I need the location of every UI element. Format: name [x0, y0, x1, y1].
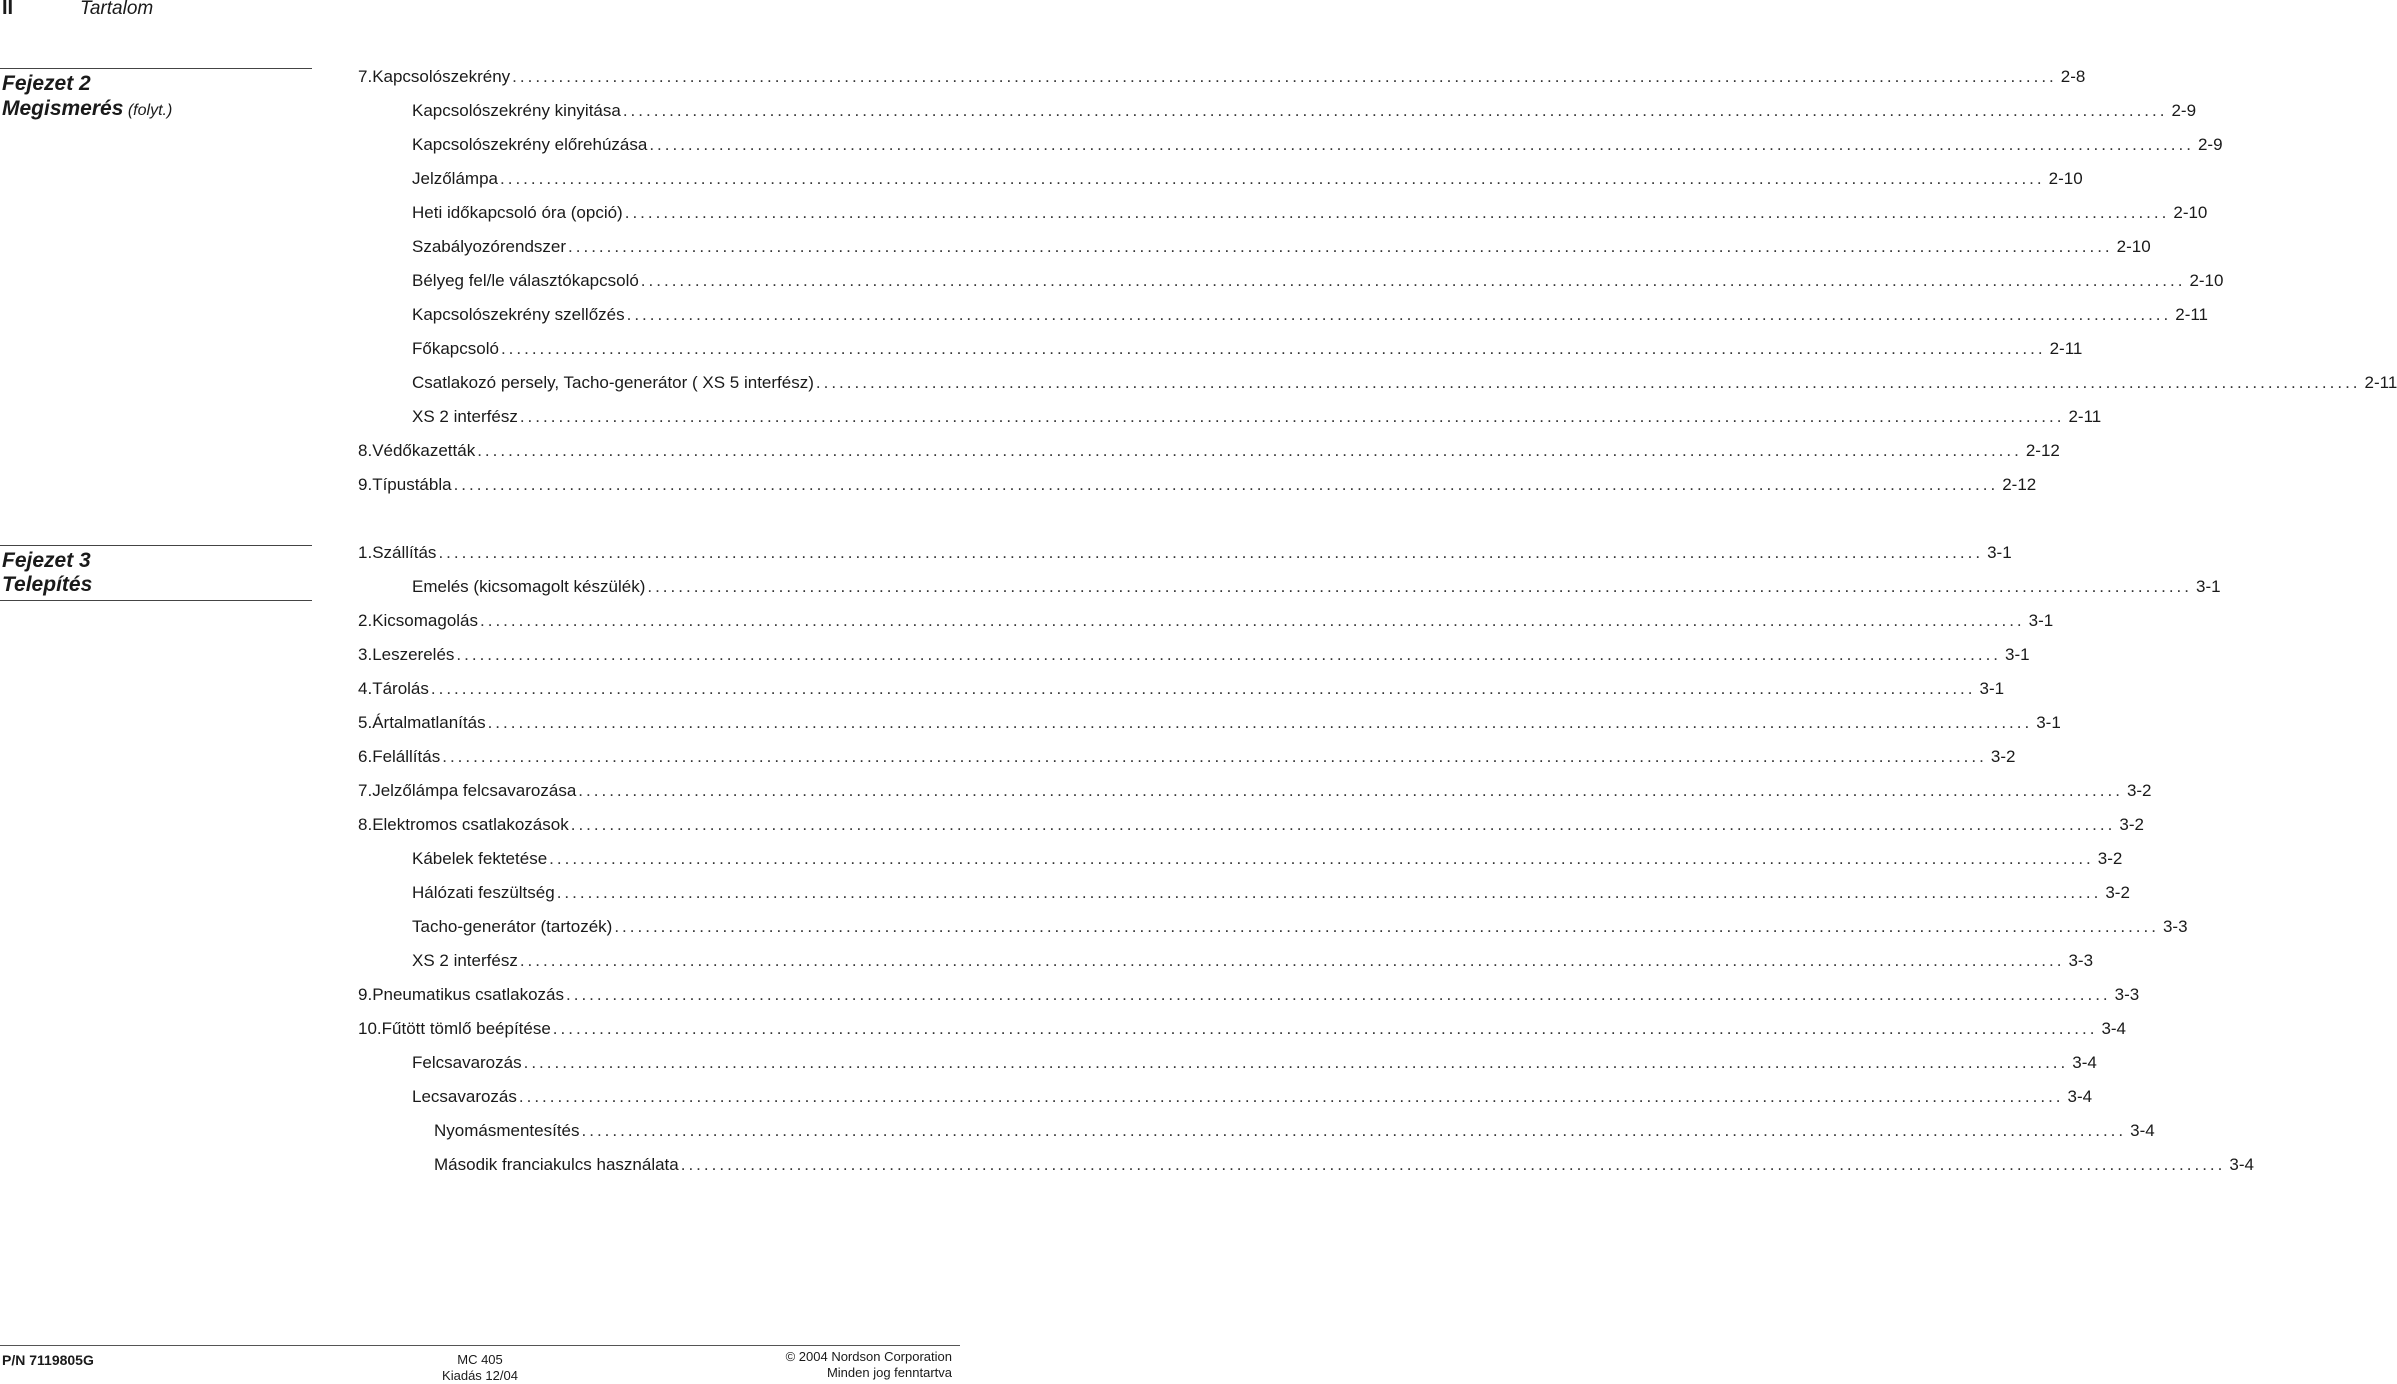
- toc-entry: [358, 780, 2152, 802]
- toc-entry-page: 2-10: [2189, 271, 2224, 290]
- toc-entry-page: 3-1: [2036, 713, 2061, 732]
- toc-leader-dots: ........................................................................................................................................................................................................: [442, 747, 1987, 766]
- toc-entry: [358, 474, 2037, 496]
- toc-leader-dots: ........................................................................................................................................................................................................: [519, 951, 2065, 970]
- toc-entry-label: Emelés (kicsomagolt készülék): [412, 577, 646, 596]
- toc-leader-dots: ........................................................................................................................................................................................................: [500, 169, 2045, 188]
- toc-entry-label: Tacho-generátor (tartozék): [412, 917, 613, 936]
- toc-entry: [358, 678, 2005, 700]
- toc-leader-dots: ........................................................................................................................................................................................................: [512, 67, 2057, 86]
- toc-leader-dots: ........................................................................................................................................................................................................: [622, 101, 2168, 120]
- toc-entry: [358, 66, 2086, 88]
- toc-entry-page: 3-1: [2196, 577, 2221, 596]
- toc-leader-dots: ........................................................................................................................................................................................................: [614, 917, 2159, 936]
- toc-entry-label: Pneumatikus csatlakozás: [372, 985, 565, 1004]
- toc-entry-number: 1.: [358, 543, 373, 562]
- toc-entry: [412, 304, 2209, 326]
- toc-entry: [358, 440, 2060, 462]
- toc-entry-label: Második franciakulcs használata: [434, 1155, 679, 1174]
- toc-entry-page: 3-2: [2105, 883, 2130, 902]
- toc-entry-label: Kapcsolószekrény: [372, 67, 511, 86]
- toc-entry-number: 10.: [358, 1019, 382, 1038]
- toc-entry: [358, 644, 2030, 666]
- chapter-2-suffix: (folyt.): [123, 102, 173, 119]
- toc-entry-page: 3-2: [2119, 815, 2144, 834]
- toc-entry: [412, 270, 2224, 292]
- toc-entry-page: 3-4: [2130, 1121, 2155, 1140]
- toc-entry-number: 6.: [358, 747, 373, 766]
- toc-entry-page: 3-4: [2067, 1087, 2093, 1106]
- toc-entry-label: Jelzőlámpa felcsavarozása: [372, 781, 577, 800]
- toc-entry-label: Bélyeg fel/le választókapcsoló: [412, 271, 639, 290]
- toc-entry-label: Hálózati feszültség: [412, 883, 555, 902]
- toc-entry: [358, 1018, 2127, 1040]
- toc-entry-label: Szállítás: [372, 543, 437, 562]
- toc-entry: [412, 848, 2123, 870]
- edition: Kiadás 12/04: [442, 1368, 518, 1383]
- chapter-2-heading: [0, 68, 312, 128]
- chapter-rule: [0, 600, 312, 601]
- chapter-3-heading: [0, 545, 312, 605]
- toc-entry-label: Tárolás: [372, 679, 429, 698]
- toc-entry-page: 3-2: [2126, 781, 2152, 800]
- toc-leader-dots: ........................................................................................................................................................................................................: [519, 407, 2065, 426]
- toc-entry: [358, 984, 2140, 1006]
- toc-leader-dots: ........................................................................................................................................................................................................: [626, 305, 2172, 324]
- page-footer: [0, 1345, 960, 1383]
- toc-entry-page: 2-12: [2002, 475, 2037, 494]
- toc-leader-dots: ........................................................................................................................................................................................................: [649, 135, 2194, 154]
- toc-entry: [412, 576, 2221, 598]
- toc-leader-dots: ........................................................................................................................................................................................................: [523, 1053, 2069, 1072]
- page-header: [0, 0, 960, 24]
- toc-entry-number: 2.: [358, 611, 373, 630]
- toc-entry-page: 3-2: [1990, 747, 2016, 766]
- toc-entry-page: 2-11: [2068, 407, 2102, 426]
- toc-entry-label: Csatlakozó persely, Tacho-generátor ( XS 5 interfész): [412, 373, 814, 392]
- toc-leader-dots: ........................................................................................................................................................................................................: [640, 271, 2186, 290]
- toc-entry-page: 2-10: [2173, 203, 2208, 222]
- toc-entry: [358, 746, 2016, 768]
- chapter-2-label: Fejezet 2: [2, 72, 91, 95]
- toc-entry: [358, 712, 2061, 734]
- chapter-3-title: Telepítés: [2, 573, 93, 596]
- toc-entry: [412, 338, 2083, 360]
- toc-entry-label: XS 2 interfész: [412, 951, 518, 970]
- copyright-info: [786, 1349, 952, 1381]
- toc-entry-label: Elektromos csatlakozások: [372, 815, 569, 834]
- toc-entry: [412, 406, 2102, 428]
- toc-entry-number: 8.: [358, 441, 373, 460]
- toc-entry-page: 3-4: [2229, 1155, 2254, 1174]
- toc-entry-page: 3-4: [2072, 1053, 2097, 1072]
- toc-entry-number: 9.: [358, 985, 373, 1004]
- toc-entry-label: Kábelek fektetése: [412, 849, 548, 868]
- toc-leader-dots: ........................................................................................................................................................................................................: [438, 543, 1984, 562]
- toc-entry-label: Fűtött tömlő beépítése: [381, 1019, 551, 1038]
- toc-leader-dots: ........................................................................................................................................................................................................: [568, 237, 2113, 256]
- toc-entry-page: 3-4: [2101, 1019, 2127, 1038]
- toc-entry: [434, 1120, 2155, 1142]
- toc-entry-label: Leszerelés: [372, 645, 455, 664]
- toc-entry-number: 7.: [358, 67, 373, 86]
- toc-leader-dots: ........................................................................................................................................................................................................: [680, 1155, 2226, 1174]
- toc-entry-page: 2-8: [2060, 67, 2086, 86]
- toc-entry-label: Védőkazetták: [372, 441, 476, 460]
- toc-entry-label: Kapcsolószekrény kinyitása: [412, 101, 621, 120]
- toc-entry-number: 5.: [358, 713, 373, 732]
- toc-leader-dots: ........................................................................................................................................................................................................: [430, 679, 1976, 698]
- toc-entry-page: 3-3: [2162, 917, 2188, 936]
- chapter-2-title-text: Megismerés: [2, 97, 124, 120]
- toc-entry-label: Felállítás: [372, 747, 441, 766]
- toc-entry-label: Szabályozórendszer: [412, 237, 567, 256]
- toc-entry: [412, 168, 2083, 190]
- toc-entry-number: 9.: [358, 475, 373, 494]
- chapter-rule: [0, 68, 312, 69]
- toc-leader-dots: ........................................................................................................................................................................................................: [815, 373, 2361, 392]
- part-number: P/N 7119805G: [2, 1352, 94, 1368]
- toc-entry-page: 3-3: [2068, 951, 2094, 970]
- toc-entry-label: Főkapcsoló: [412, 339, 499, 358]
- toc-entry-page: 2-10: [2048, 169, 2083, 188]
- toc-entry-label: Lecsavarozás: [412, 1087, 517, 1106]
- toc-entry-page: 3-1: [1979, 679, 2005, 698]
- model-name: MC 405: [457, 1352, 503, 1367]
- toc-entry-label: Típustábla: [372, 475, 452, 494]
- toc-leader-dots: ........................................................................................................................................................................................................: [480, 611, 2025, 630]
- toc-entry: [434, 1154, 2254, 1176]
- toc-entry-label: Ártalmatlanítás: [372, 713, 486, 732]
- toc-leader-dots: ........................................................................................................................................................................................................: [624, 203, 2170, 222]
- toc-entry: [412, 236, 2151, 258]
- footer-rule: [0, 1345, 960, 1346]
- toc-entry-label: Kapcsolószekrény előrehúzása: [412, 135, 648, 154]
- toc-entry-page: 3-2: [2097, 849, 2123, 868]
- edition-info: [380, 1352, 580, 1384]
- toc-entry-label: Jelzőlámpa: [412, 169, 498, 188]
- toc-entry-page: 2-9: [2197, 135, 2223, 154]
- toc-entry-page: 2-11: [2364, 373, 2397, 392]
- toc-leader-dots: ........................................................................................................................................................................................................: [477, 441, 2022, 460]
- toc-leader-dots: ........................................................................................................................................................................................................: [578, 781, 2123, 800]
- page-number: II: [2, 0, 14, 19]
- chapter-3-label: Fejezet 3: [2, 549, 91, 572]
- toc-leader-dots: ........................................................................................................................................................................................................: [570, 815, 2116, 834]
- toc-entry-label: XS 2 interfész: [412, 407, 518, 426]
- chapter-2-title: [2, 96, 172, 123]
- toc-leader-dots: ........................................................................................................................................................................................................: [500, 339, 2046, 358]
- toc-entry: [412, 134, 2223, 156]
- toc-entry: [358, 610, 2054, 632]
- toc-leader-dots: ........................................................................................................................................................................................................: [647, 577, 2192, 596]
- toc-leader-dots: ........................................................................................................................................................................................................: [549, 849, 2094, 868]
- toc-entry-label: Nyomásmentesítés: [434, 1121, 580, 1140]
- toc-entry: [412, 882, 2130, 904]
- toc-entry: [412, 202, 2208, 224]
- chapter-rule: [0, 545, 312, 546]
- toc-entry: [358, 814, 2144, 836]
- toc-entry-label: Kapcsolószekrény szellőzés: [412, 305, 625, 324]
- toc-entry: [412, 372, 2397, 394]
- toc-entry-page: 3-1: [2028, 611, 2054, 630]
- toc-entry-number: 4.: [358, 679, 373, 698]
- toc-entry: [412, 1086, 2093, 1108]
- toc-leader-dots: ........................................................................................................................................................................................................: [453, 475, 1999, 494]
- toc-entry: [412, 916, 2188, 938]
- toc-leader-dots: ........................................................................................................................................................................................................: [556, 883, 2102, 902]
- toc-leader-dots: ........................................................................................................................................................................................................: [518, 1087, 2064, 1106]
- page-title: Tartalom: [80, 0, 154, 19]
- toc-entry: [412, 1052, 2097, 1074]
- toc-entry-label: Felcsavarozás: [412, 1053, 522, 1072]
- toc-leader-dots: ........................................................................................................................................................................................................: [487, 713, 2033, 732]
- toc-leader-dots: ........................................................................................................................................................................................................: [552, 1019, 2098, 1038]
- toc-entry: [412, 950, 2094, 972]
- toc-leader-dots: ........................................................................................................................................................................................................: [581, 1121, 2127, 1140]
- toc-entry: [412, 100, 2197, 122]
- toc-entry: [358, 542, 2012, 564]
- toc-entry-number: 8.: [358, 815, 373, 834]
- toc-entry-page: 2-9: [2171, 101, 2197, 120]
- toc-entry-page: 2-11: [2049, 339, 2083, 358]
- toc-entry-page: 2-12: [2025, 441, 2060, 460]
- toc-entry-number: 3.: [358, 645, 373, 664]
- toc-leader-dots: ........................................................................................................................................................................................................: [566, 985, 2111, 1004]
- toc-entry-page: 2-11: [2175, 305, 2209, 324]
- copyright: © 2004 Nordson Corporation: [785, 1349, 952, 1364]
- toc-entry-page: 3-1: [2005, 645, 2030, 664]
- rights: Minden jog fenntartva: [826, 1365, 952, 1380]
- toc-entry-number: 7.: [358, 781, 373, 800]
- toc-entry-page: 3-1: [1987, 543, 2012, 562]
- toc-entry-page: 3-3: [2114, 985, 2140, 1004]
- toc-entry-label: Kicsomagolás: [372, 611, 479, 630]
- toc-entry-label: Heti időkapcsoló óra (opció): [412, 203, 623, 222]
- toc-leader-dots: ........................................................................................................................................................................................................: [456, 645, 2002, 664]
- toc-entry-page: 2-10: [2116, 237, 2151, 256]
